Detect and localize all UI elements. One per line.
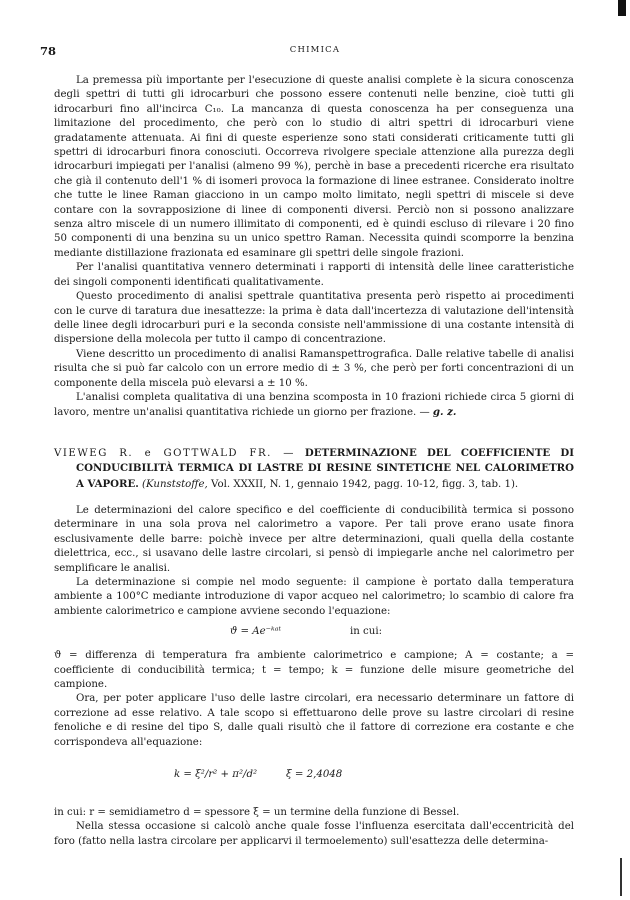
paragraph: Per l'analisi quantitativa vennero determinati i rapporti di intensità delle linee caratteristiche dei singoli componenti identificati qualitativamente.: [54, 262, 574, 288]
scan-edge-mark: [618, 0, 626, 16]
paragraph: La premessa più importante per l'esecuzione di queste analisi complete è la sicura conoscenza degli spettri di tutti gli idrocarburi che possono essere contenuti nelle benzine, cioè tutti gli idrocarburi fino all'incirca C₁₀. La mancanza di questa conoscenza ha per conseguenza una limitazione del procedimento, che però con lo studio di altri spettri di idrocarburi viene gradatamente attenuata. Ai fini di queste esperienze sono stati considerati criticamente tutti gli spettri di idrocarburi finora conosciuti. Occorreva rivolgere speciale attenzione alla purezza degli idrocarburi impiegati per l'analisi (almeno 99 %), perchè in base a precedenti ricerche era risultato che già il contenuto dell'1 % di isomeri provoca la formazione di linee estranee. Considerato inoltre che tutte le linee Raman giacciono in un campo molto limitato, negli spettri di miscele si deve contare con la sovrapposizione di linee di componenti diversi. Perciò non si possono analizzare senza altro miscele di un numero illimitato di componenti, ed è quindi escluso di rilevare i 20 fino 50 componenti di una benzina su un unico spettro Raman. Necessita quindi scomporre la benzina mediante distillazione frazionata ed esaminare gli spettri delle singole frazioni.: [54, 75, 574, 259]
reference-authors: VIEWEG R. e GOTTWALD FR. —: [54, 447, 295, 459]
paragraph-with-signature: [54, 391, 574, 421]
paragraph: Viene descritto un procedimento di analisi Ramanspettrografica. Dalle relative tabelle di analisi risulta che si può far calcolo con un errore medio di ± 3 %, che però per forti concentrazioni di un componente della miscela può elevarsi a ± 10 %.: [54, 348, 574, 389]
paragraph: Questo procedimento di analisi spettrale quantitativa presenta però rispetto ai procedimenti con le curve di taratura due inesattezze: la prima è data dall'incertezza di valutazione dell'intensità delle linee degli idrocarburi puri e la seconda consiste nell'ammissione di una costante intensità di dispersione della molecola per tutto il campo di concentrazione.: [54, 291, 574, 346]
reference-details: Vol. XXXII, N. 1, gennaio 1942, pagg. 10-12, figg. 3, tab. 1).: [211, 478, 519, 490]
equation-formula: ϑ = Ae⁻ᵏᵃᵗ: [230, 626, 282, 638]
equation-correction-factor: [54, 760, 574, 794]
paragraph-text: L'analisi completa qualitativa di una benzina scomposta in 10 frazioni richiede circa 5 giorni di lavoro, mentre un'analisi quantitativa richiede un giorno per frazione. —: [54, 391, 574, 419]
equation-aux: ξ = 2,4048: [286, 769, 343, 781]
equation-tail: in cui:: [350, 626, 383, 638]
reference-title: DETERMINAZIONE DEL COEFFICIENTE DI CONDUCIBILITÀ TERMICA DI LASTRE DI RESINE SINTETICHE NEL CALORIMETRO A VAPORE.: [76, 446, 574, 490]
running-title: CHIMICA: [289, 45, 341, 55]
equation-heat-exchange: [54, 625, 574, 641]
equation-formula: k = ξ²/r² + π²/d²: [174, 769, 258, 781]
paragraph: in cui: r = semidiametro d = spessore ξ = un termine della funzione di Bessel.: [54, 807, 460, 819]
reference-journal: (Kunststoffe,: [142, 478, 208, 490]
paragraph: ϑ = differenza di temperatura fra ambiente calorimetrico e campione; A = costante; a = coefficiente di conducibilità termica; t = tempo; k = funzione delle misure geometriche del campione.: [54, 650, 574, 691]
scan-edge-mark: [620, 858, 622, 896]
page-header: [40, 44, 590, 58]
paragraph: La determinazione si compie nel modo seguente: il campione è portato dalla temperatura ambiente a 100°C mediante introduzione di vapor acqueo nel calorimetro; lo scambio di calore fra ambiente calorimetrico e campione avviene secondo l'equazione:: [54, 577, 574, 617]
author-signature: g. z.: [432, 406, 457, 419]
bibliographic-reference: [54, 446, 574, 492]
paragraph: Nella stessa occasione si calcolò anche quale fosse l'influenza esercitata dall'eccentricità del foro (fatto nella lastra circolare per applicarvi il termoelemento) sull'esattezza delle determina-: [54, 821, 574, 847]
paragraph: Le determinazioni del calore specifico e del coefficiente di conducibilità termica si possono determinare in una sola prova nel calorimetro a vapore. Per tali prove erano usate finora esclusivamente delle barre: poichè invece per altre determinazioni, quali quella della costante dielettrica, ecc., si usavano delle lastre circolari, si pensò di impiegarle anche nel calorimetro per semplificare le analisi.: [54, 504, 574, 574]
paragraph: Ora, per poter applicare l'uso delle lastre circolari, era necessario determinare un fattore di correzione ad esse relativo. A tale scopo si effettuarono delle prove su lastre circolari di resine fenoliche e di resine del tipo S, dalle quali risultò che il fattore di correzione era costante e che corrispondeva all'equazione:: [54, 693, 574, 748]
page-number: 78: [40, 44, 57, 58]
article-body: [54, 74, 574, 849]
